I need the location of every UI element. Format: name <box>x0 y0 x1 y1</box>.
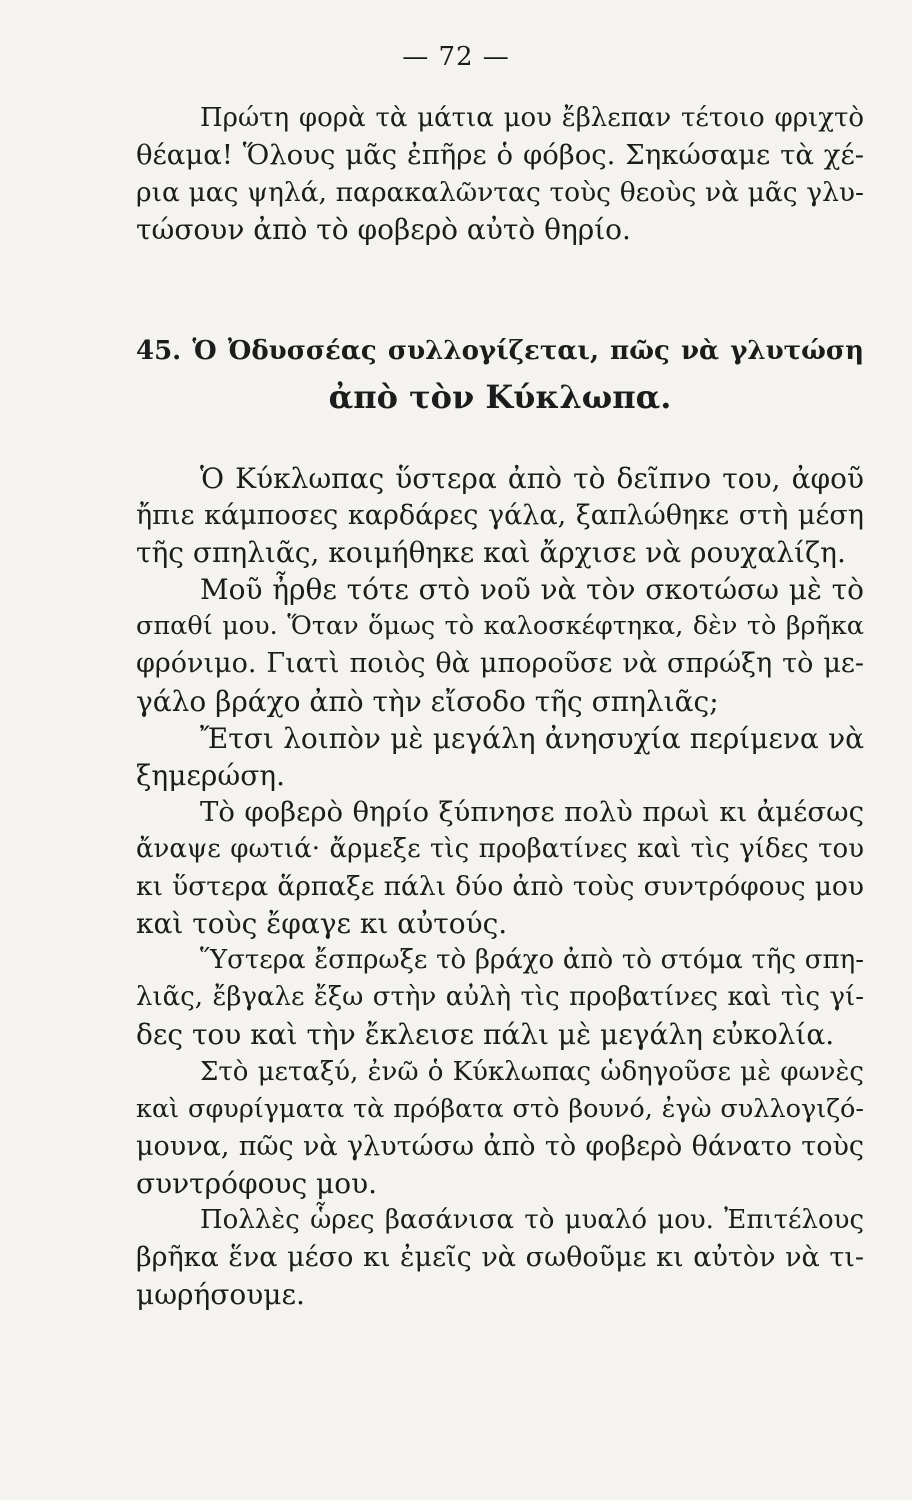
text-line: Πολλὲς ὧρες βασάνισα τὸ μυαλό μου. Ἐπιτέλους <box>200 1204 864 1235</box>
text-line: ἤπιε κάμποσες καρδάρες γάλα, ξαπλώθηκε στὴ μέση <box>136 500 864 532</box>
text-line: δες του καὶ τὴν ἔκλεισε πάλι μὲ μεγάλη εὐκολία. <box>136 1018 835 1052</box>
page-number: — 72 — <box>402 42 510 72</box>
text-line: Μοῦ ἦρθε τότε στὸ νοῦ νὰ τὸν σκοτώσω μὲ τὸ <box>200 573 864 607</box>
text-line: καὶ σφυρίγματα τὰ πρόβατα στὸ βουνό, ἐγὼ συλλογιζό- <box>136 1093 864 1124</box>
text-line: καὶ τοὺς ἔφαγε κι αὐτούς. <box>136 907 508 941</box>
text-line: σπαθί μου. Ὅταν ὅμως τὸ καλοσκέφτηκα, δὲν τὸ βρῆκα <box>136 611 864 642</box>
text-line: μωρήσουμε. <box>136 1278 305 1312</box>
text-line: συντρόφους μου. <box>136 1166 378 1200</box>
text-line: κι ὕστερα ἅρπαξε πάλι δύο ἀπὸ τοὺς συντρόφους μου <box>136 871 864 903</box>
section-heading <box>136 328 864 420</box>
text-line: βρῆκα ἕνα μέσο κι ἐμεῖς νὰ σωθοῦμε κι αὐτὸν νὰ τι- <box>136 1241 864 1273</box>
heading-line: 45. Ὁ Ὀδυσσέας συλλογίζεται, πῶς νὰ γλυτώση <box>136 336 864 366</box>
text-line: ξημερώση. <box>136 758 285 792</box>
text-line: τῆς σπηλιᾶς, κοιμήθηκε καὶ ἄρχισε νὰ ρουχαλίζη. <box>136 536 846 570</box>
text-line: Ἔτσι λοιπὸν μὲ μεγάλη ἀνησυχία περίμενα νὰ <box>200 721 864 755</box>
text-line: λιᾶς, ἔβγαλε ἔξω στὴν αὐλὴ τὶς προβατίνες καὶ τὶς γί- <box>136 982 864 1013</box>
text-line: φρόνιμο. Γιατὶ ποιὸς θὰ μποροῦσε νὰ σπρώξη τὸ με- <box>136 648 864 680</box>
text-line: θέαμα! Ὅλους μᾶς ἐπῆρε ὁ φόβος. Σηκώσαμε τὰ χέ- <box>136 139 864 172</box>
text-line: Ὕστερα ἔσπρωξε τὸ βράχο ἀπὸ τὸ στόμα τῆς σπη- <box>200 945 864 976</box>
text-line: γάλο βράχο ἀπὸ τὴν εἴσοδο τῆς σπηλιᾶς; <box>136 684 719 718</box>
text-line: ἄναψε φωτιά· ἄρμεξε τὶς προβατίνες καὶ τὶς γίδες του <box>136 833 864 864</box>
text-line: Πρώτη φορὰ τὰ μάτια μου ἔβλεπαν τέτοιο φριχτὸ <box>200 103 864 133</box>
text-line: μουνα, πῶς νὰ γλυτώσω ἀπὸ τὸ φοβερὸ θάνατο τοὺς <box>136 1130 864 1162</box>
heading-line: ἀπὸ τὸν Κύκλωπα. <box>328 378 672 416</box>
text-line: Στὸ μεταξύ, ἐνῶ ὁ Κύκλωπας ὡδηγοῦσε μὲ φωνὲς <box>200 1056 864 1087</box>
intro-paragraph <box>136 100 864 248</box>
text-line: τώσουν ἀπὸ τὸ φοβερὸ αὐτὸ θηρίο. <box>136 213 631 247</box>
text-line: ρια μας ψηλά, παρακαλῶντας τοὺς θεοὺς νὰ μᾶς γλυ- <box>136 177 864 209</box>
body-text <box>136 460 864 1313</box>
text-line: Τὸ φοβερὸ θηρίο ξύπνησε πολὺ πρωὶ κι ἀμέσως <box>200 795 864 828</box>
text-line: Ὁ Κύκλωπας ὕστερα ἀπὸ τὸ δεῖπνο του, ἀφοῦ <box>200 462 864 495</box>
